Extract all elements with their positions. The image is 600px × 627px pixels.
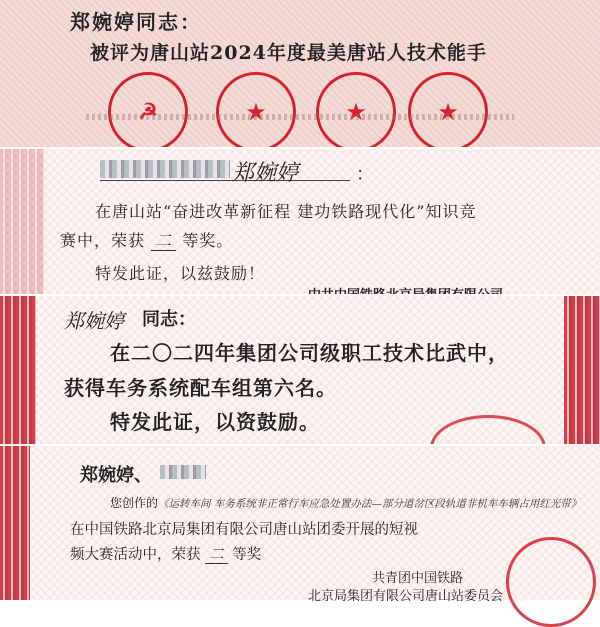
cert2-rank: 二: [151, 231, 176, 251]
cert4-org-line1: 共青团中国铁路: [372, 571, 464, 586]
cert2-name-handwritten: 郑婉婷: [232, 161, 299, 186]
cert4-org-line2: 北京局集团有限公司唐山站委员会: [308, 589, 504, 604]
cert3-name-handwritten: 郑婉婷: [64, 309, 124, 333]
cert2-para1: 在唐山站“奋进改革新征程 建功铁路现代化”知识竞: [95, 202, 477, 221]
cert1-name-line: 郑婉婷同志：: [70, 10, 202, 34]
star-seal-icon: ★: [437, 98, 459, 126]
redacted-name: [160, 465, 206, 479]
seal-captions: [86, 114, 514, 120]
certificate-4: [0, 445, 600, 604]
cert4-para3: 频大赛活动中，荣获 二 等奖: [70, 547, 262, 563]
name-underline: [100, 180, 350, 181]
cert4-rank: 二: [205, 547, 228, 564]
cert2-colon: ：: [356, 164, 374, 185]
star-seal-icon: ★: [345, 98, 367, 126]
cert2-para3: 特发此证，以兹鼓励！: [95, 264, 266, 283]
cert-border-left: [0, 295, 36, 445]
cert1-title: 被评为唐山站2024年度最美唐站人技术能手: [90, 42, 487, 64]
strip-divider: [0, 147, 600, 149]
cert4-para1: 您创作的《运转车间 车务系统非正常行车应急处置办法—部分道岔区段轨道非机车车辆占用红光带》: [110, 496, 582, 510]
redacted-names: [100, 160, 230, 178]
party-emblem-icon: ☭: [138, 99, 158, 125]
certificate-2: [0, 148, 600, 295]
cert4-work-title: 《运转车间 车务系统非正常行车应急处置办法—部分道岔区段轨道非机车车辆占用红光带》: [158, 498, 582, 510]
strip-divider: [0, 294, 600, 296]
party-emblem-seal: [108, 72, 188, 152]
cert2-para2: 赛中，荣获 二 等奖。: [60, 231, 234, 250]
cert-border-right: [564, 295, 600, 445]
cert3-para2: 获得车务系统配车组第六名。: [64, 376, 337, 400]
certificate-3: [0, 295, 600, 445]
cert3-salutation: 同志：: [142, 309, 196, 330]
cert3-para1: 在二〇二四年集团公司级职工技术比武中，: [110, 341, 509, 365]
cert4-para2: 在中国铁路北京局集团有限公司唐山站团委开展的短视: [70, 522, 418, 538]
cert4-name-line: 郑婉婷、: [80, 465, 152, 486]
star-seal-icon: ★: [245, 98, 267, 126]
seal-partial: [506, 537, 596, 627]
cert-border-left: [0, 148, 44, 295]
cert3-para3: 特发此证，以资鼓励。: [110, 410, 320, 434]
seal-3: [316, 72, 396, 152]
seal-2: [216, 72, 296, 152]
seal-4: [408, 72, 488, 152]
cert-border-left: [0, 445, 30, 600]
certificate-1: [0, 0, 600, 148]
strip-divider: [0, 444, 600, 446]
